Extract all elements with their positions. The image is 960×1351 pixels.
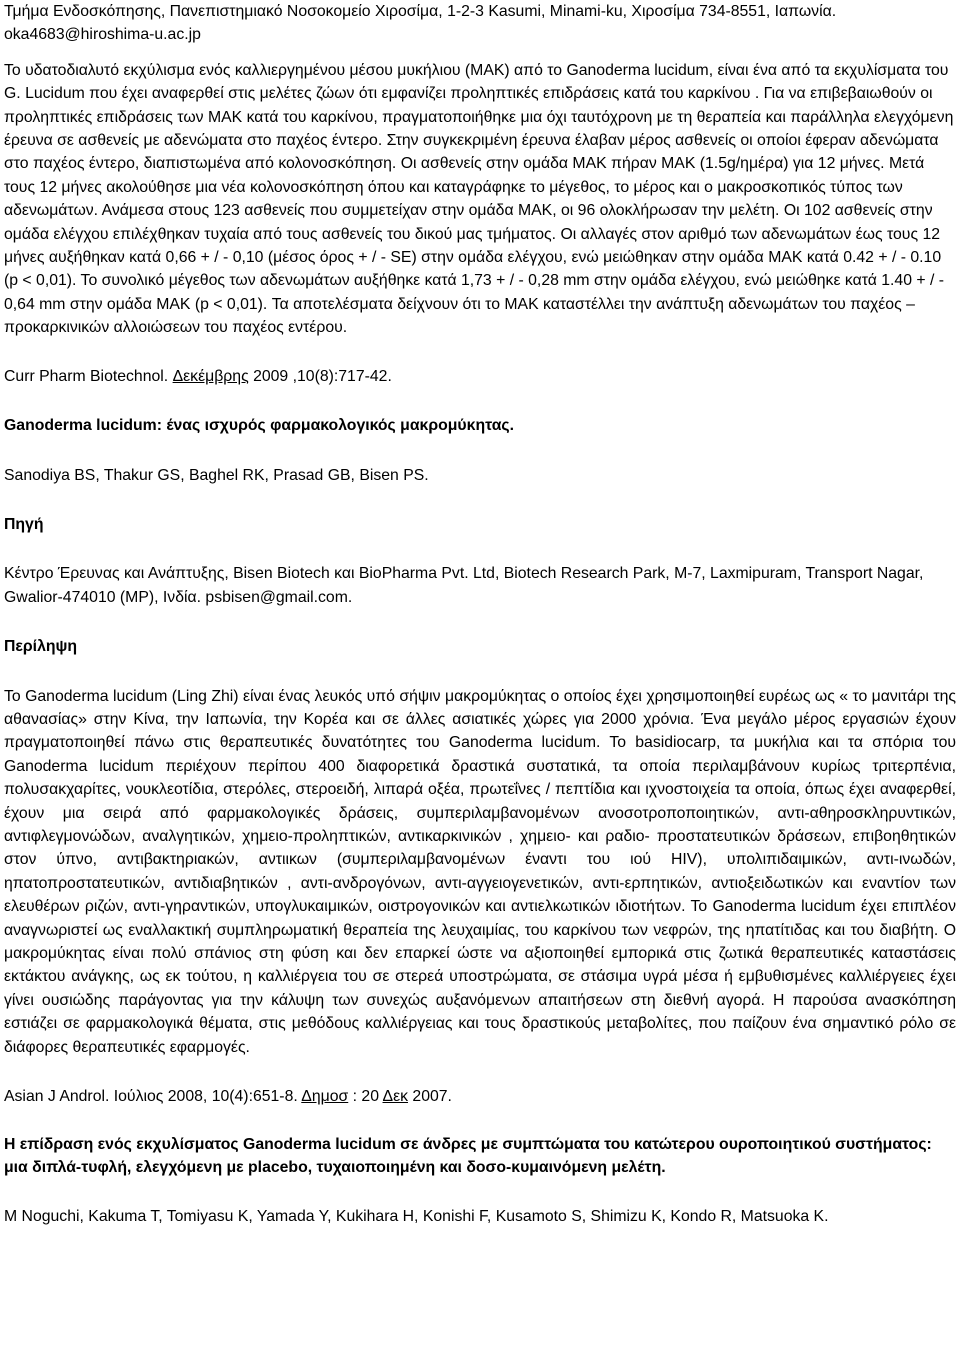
article-2-abstract-text: Το Ganoderma lucidum (Ling Zhi) είναι ένας λευκός υπό σήψιν μακρομύκητας ο οποίος έχει χρησιμοποιηθεί ευρέως ως « το μανιτάρι της αθανασίας» στην Κίνα, την Ιαπωνία, την Κορέα και σε άλλες ασιατικές χώρες για 2000 χρόνια. Ένα μεγάλο μέρος εργασιών έχουν πραγματοποιηθεί πάνω στις θεραπευτικές δυνατότητες του Ganoderma lucidum. To basidiocarp, τα μυκήλια και τα σπόρια του Ganoderma lucidum περιέχουν περίπου 400 διαφορετικά δραστικά συστατικά, τα οποία περιλαμβάνουν κυρίως τριτερπένια, πολυσακχαρίτες, νουκλεοτίδια, στερόλες, στεροειδή, λιπαρά οξέα, πρωτεΐνες / πεπτίδια και ιχνοστοιχεία τα οποία, όπως έχει αναφερθεί, έχουν μια σειρά από φαρμακολογικές δράσεις, συμπεριλαμβανομένων ανοσοτροποποιητικών, αντι-αθηροσκληρυντικών, αντιφλεγμονώδων, αναλγητικών, χημειο-προληπτικών, αντικαρκινικών , χημειο- και ραδιο- προστατευτικών δράσεων, επιβοηθητικών στον ύπνο, αντιβακτηριακών, αντιικων (συμπεριλαμβανομένων έναντι του ιού HIV), υπολιπιδαιμικών, αντι-ινωδών, ηπατοπροστατευτικών, αντιδιαβητικών , αντι-ανδρογόνων, αντι-αγγειογενετικών, αντι-ερπητικών, αντιοξειδωτικών και εναντίον των ελευθέρων ριζών, αντι-γηραντικών, υπογλυκαιμικών, οιστρογονικών και αντιελκωτικών ιδιοτήτων. Το Ganoderma lucidum έχει επιπλέον αναγνωριστεί ως εναλλακτική συμπληρωματική θεραπεία της λευχαιμίας, του καρκίνου των νεφρών, της ηπατίτιδας και του διαβήτη. Ο μακρομύκητας είναι πολύ σπάνιος στη φύση και δεν επαρκεί ώστε να αξιοποιηθεί εμπορικά στις ζωτικά θεραπευτικές καταστάσεις εκτάκτου ανάγκης, ως εκ τούτου, η καλλιέργεια του σε στερεά υποστρώματα, σε στάσιμα υγρά μέσα ή εμβυθισμένες καλλιέργειες έχει γίνει ουσιώδης παράγοντας για την κάλυψη των συνεχώς αυξανόμενων απαιτήσεων στη διεθνή αγορά. Η παρούσα ανασκόπηση εστιάζει σε φαρμακολογικά θέματα, στις μεθόδους καλλιέργειας και τους δραστικούς μεταβολίτες, που παίζουν ένα σημαντικό ρόλο σε διάφορες θεραπευτικές εφαρμογές. xyxy=(4,687,956,1056)
citation-2 xyxy=(4,1085,956,1108)
article-3-title: Η επίδραση ενός εκχυλίσματος Ganoderma lucidum σε άνδρες με συμπτώματα του κατώτερου ουροποιητικού συστήματος: μια διπλά-τυφλή, ελεγχόμενη με placebo, τυχαιοποιημένη και δοσο-κυμαινόμενη μελέτη. xyxy=(4,1136,932,1176)
citation-1-rest: 2009 ,10(8):717-42. xyxy=(248,367,392,385)
abstract-paragraph-1: Το υδατοδιαλυτό εκχύλισμα ενός καλλιεργημένου μέσου μυκήλιου (MAK) από το Ganoderma lucidum, είναι ένα από τα εκχυλίσματα του G. Lucidum που έχει αναφερθεί στις μελέτες ζώων ότι εμφανίζει προληπτικές επιδράσεις κατά του καρκίνου . Για να επιβεβαιωθούν οι προληπτικές επιδράσεις των ΜΑΚ κατά του καρκίνου, πραγματοποιήθηκε μια όχι ταυτόχρονη με τη θεραπεία και παράλληλα ελεγχόμενη έρευνα σε ασθενείς με αδενώματα στο παχέος έντερο. Στην συγκεκριμένη έρευνα έλαβαν μέρος ασθενείς οι οποίοι έφεραν αδενώματα στο παχέος έντερο, διαπιστωμένα από κολονοσκόπηση. Οι ασθενείς στην ομάδα MAK πήραν MAK (1.5g/ημέρα) για 12 μήνες. Μετά τους 12 μήνες ακολούθησε μια νέα κολονοσκόπηση όπου και καταγράφηκε το μέγεθος, το μέρος και ο μακροσκοπικός τύπος των αδενωμάτων. Ανάμεσα στους 123 ασθενείς που συμμετείχαν στην ομάδα MAK, οι 96 ολοκλήρωσαν την μελέτη. Οι 102 ασθενείς στην ομάδα ελέγχου επιλέχθηκαν τυχαία από τους ασθενείς του δικού μας τμήματος. Οι αλλαγές στον αριθμό των αδενωμάτων έως τους 12 μήνες αυξήθηκαν κατά 0,66 + / - 0,10 (μέσος όρος + / - SE) στην ομάδα ελέγχου, ενώ μειώθηκαν στην ομάδα MAK κατά 0.42 + / - 0.10 (p < 0,01). Το συνολικό μέγεθος των αδενωμάτων αυξήθηκε κατά 1,73 + / - 0,28 mm στην ομάδα ελέγχου, ενώ μειώθηκε κατά 1.40 + / - 0,64 mm στην ομάδα MAK (p < 0,01). Τα αποτελέσματα δείχνουν ότι το MAK καταστέλλει την ανάπτυξη αδενωμάτων του παχέος – προκαρκινικών αλλοιώσεων του παχέος εντέρου. xyxy=(4,61,954,337)
citation-2-dimos-link[interactable]: Δημοσ xyxy=(301,1088,349,1106)
article-2-source-text: Κέντρο Έρευνας και Ανάπτυξης, Bisen Biotech και BioPharma Pvt. Ltd, Biotech Research Park, M-7, Laxmipuram, Transport Nagar, Gwalior-474010 (MP), Ινδία. psbisen@gmail.com. xyxy=(4,565,924,606)
citation-2-rest: 2007. xyxy=(408,1088,452,1106)
citation-1 xyxy=(4,365,956,388)
article-2-authors: Sanodiya BS, Thakur GS, Baghel RK, Prasad GB, Bisen PS. xyxy=(4,466,429,484)
citation-1-journal: Curr Pharm Biotechnol. xyxy=(4,367,169,385)
article-3-authors: M Noguchi, Kakuma T, Tomiyasu K, Yamada Y, Kukihara H, Konishi F, Kusamoto S, Shimizu K, Kondo R, Matsuoka K. xyxy=(4,1208,829,1226)
citation-2-dek-link[interactable]: Δεκ xyxy=(382,1088,409,1106)
article-2-source-heading: Πηγή xyxy=(4,515,44,533)
citation-2-prefix: Asian J Androl. Ιούλιος 2008, 10(4):651-8. xyxy=(4,1088,302,1106)
citation-2-middle: : 20 xyxy=(348,1088,383,1106)
article-2-title: Ganoderma lucidum: ένας ισχυρός φαρμακολογικός μακρομύκητας. xyxy=(4,417,515,435)
article-2-abstract-heading: Περίληψη xyxy=(4,638,78,656)
affiliation-text: Τμήμα Ενδοσκόπησης, Πανεπιστημιακό Νοσοκομείο Χιροσίμα, 1-2-3 Kasumi, Minami-ku, Χιροσίμα 734-8551, Ιαπωνία. oka4683@hiroshima-u.ac.jp xyxy=(4,3,837,44)
citation-1-date-link[interactable]: Δεκέμβρης xyxy=(172,367,249,385)
